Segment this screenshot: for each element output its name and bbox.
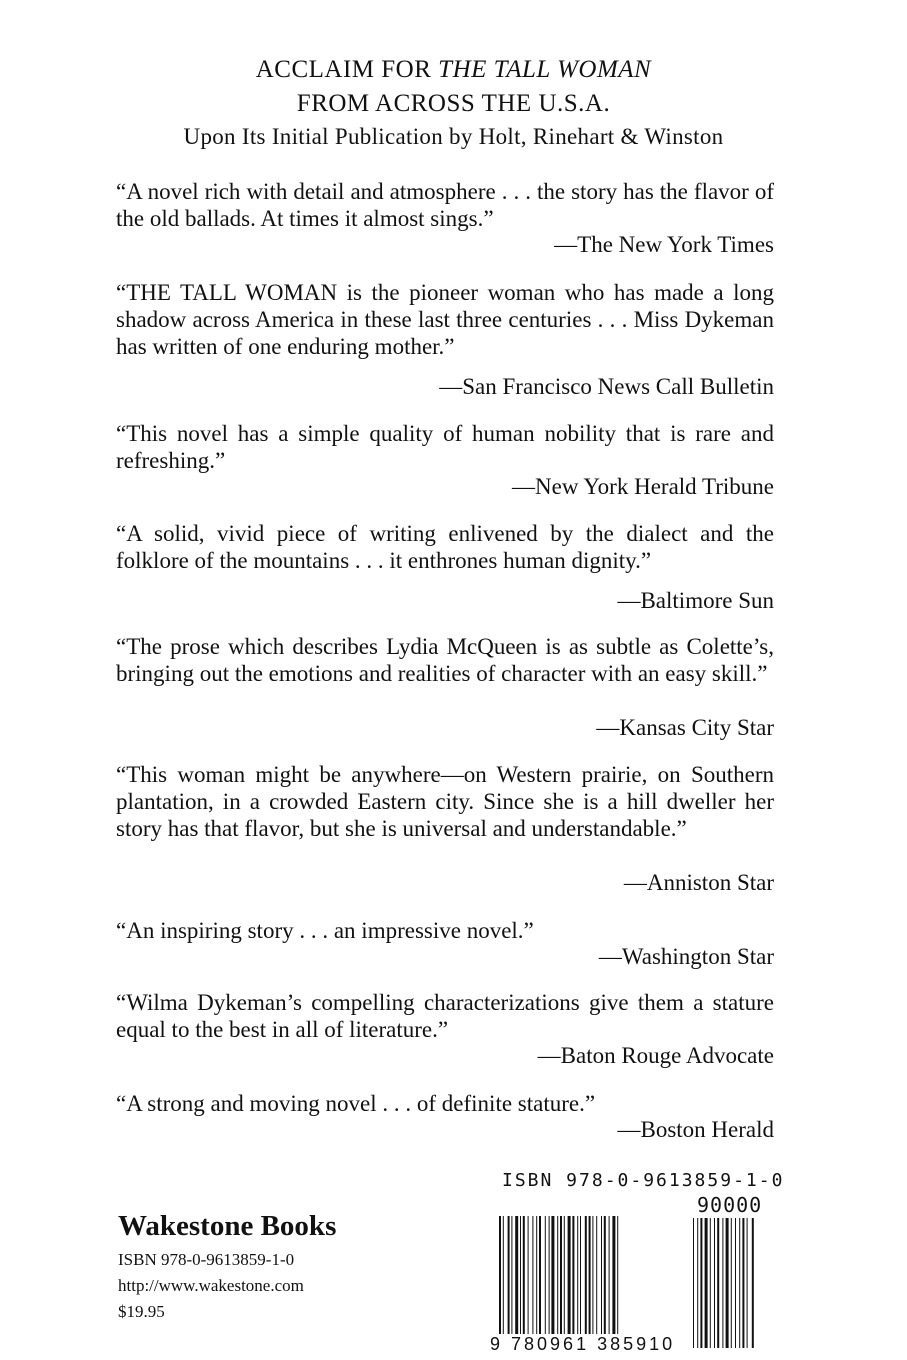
price: $19.95 xyxy=(118,1302,165,1321)
review-quote: “The prose which describes Lydia McQueen is as subtle as Colette’s, bringing out the emotions and realities of character with an easy skill.” xyxy=(116,634,774,686)
review-source: —Baton Rouge Advocate xyxy=(537,1043,774,1068)
review-source: —San Francisco News Call Bulletin xyxy=(439,374,774,399)
review-quote: “A strong and moving novel . . . of definite stature.” xyxy=(116,1091,596,1116)
publisher-name: Wakestone Books xyxy=(118,1210,337,1242)
review-quote: “A solid, vivid piece of writing enlivened by the dialect and the folklore of the mountains . . . it enthrones human dignity.” xyxy=(116,521,774,573)
review-quote: “This novel has a simple quality of human nobility that is rare and refreshing.” xyxy=(116,421,774,473)
book-title: THE TALL WOMAN xyxy=(438,56,652,83)
heading-prefix: ACCLAIM FOR xyxy=(255,56,439,83)
publisher-url[interactable]: http://www.wakestone.com xyxy=(118,1276,304,1295)
heading-subline: Upon Its Initial Publication by Holt, Rinehart & Winston xyxy=(183,124,724,149)
publisher-isbn: ISBN 978-0-9613859-1-0 xyxy=(118,1250,295,1269)
review-quote: “This woman might be anywhere—on Western prairie, on Southern plantation, in a crowded Eastern city. Since she is a hill dweller her story has that flavor, but she is universal and understandable.” xyxy=(116,762,774,841)
barcode-price-code: 90000 xyxy=(697,1193,763,1217)
barcode-ean-digits: 9 780961 385910 xyxy=(490,1334,676,1354)
heading-line-1 xyxy=(0,56,907,84)
review-source: —New York Herald Tribune xyxy=(512,474,774,499)
review-quote: “THE TALL WOMAN is the pioneer woman who has made a long shadow across America in these last three centuries . . . Miss Dykeman has written of one enduring mother.” xyxy=(116,280,774,359)
review-quote: “An inspiring story . . . an impressive novel.” xyxy=(116,918,534,943)
review-source: —Washington Star xyxy=(598,944,774,969)
review-source: —Anniston Star xyxy=(623,870,774,895)
review-quote: “A novel rich with detail and atmosphere . . . the story has the flavor of the old ballads. At times it almost sings.” xyxy=(116,179,774,231)
barcode-isbn: ISBN 978-0-9613859-1-0 xyxy=(502,1170,785,1191)
review-source: —Kansas City Star xyxy=(596,715,774,740)
heading-line-2: FROM ACROSS THE U.S.A. xyxy=(296,90,611,117)
barcode-image xyxy=(481,1172,777,1354)
review-source: —The New York Times xyxy=(554,232,774,257)
review-source: —Boston Herald xyxy=(617,1117,774,1142)
review-source: —Baltimore Sun xyxy=(617,588,774,613)
review-quote: “Wilma Dykeman’s compelling characterizations give them a stature equal to the best in all of literature.” xyxy=(116,990,774,1042)
